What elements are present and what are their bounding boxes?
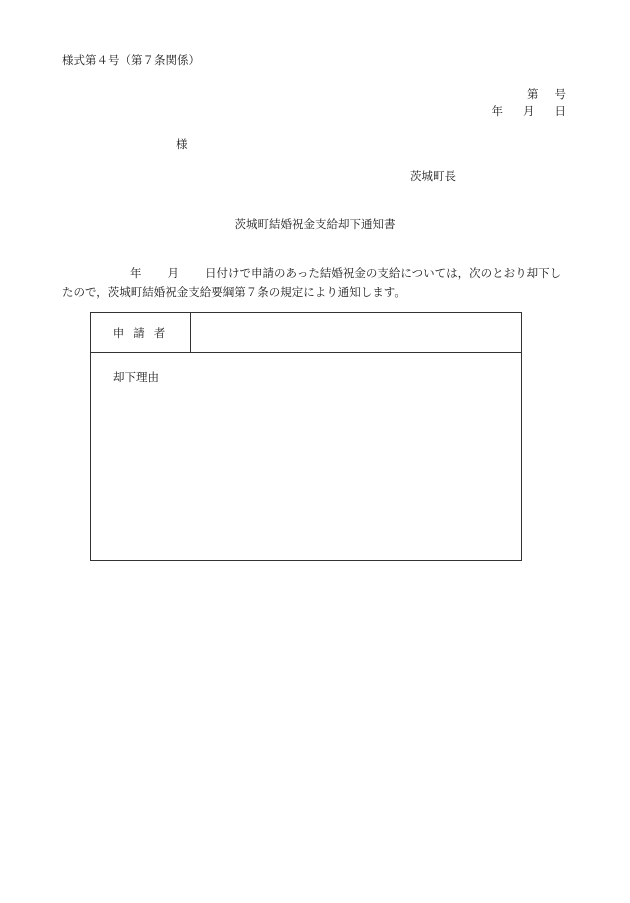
- notice-body: [62, 264, 572, 302]
- doc-no-suffix: 号: [554, 87, 566, 101]
- form-number: 様式第４号（第７条関係）: [62, 53, 200, 67]
- date-year: 年: [491, 104, 503, 118]
- date-month: 月: [523, 104, 535, 118]
- body-text: 日付けで申請のあった結婚祝金の支給については，次のとおり却下したので，茨城町結婚祝金支給要綱第７条の規定により通知します。: [62, 266, 562, 299]
- applicant-reason-table: [90, 312, 522, 561]
- addressee-honorific: 様: [176, 137, 188, 151]
- rejection-reason-label: 却下理由: [113, 370, 159, 384]
- doc-no-prefix: 第: [527, 87, 539, 101]
- applicant-label: 申請者: [91, 313, 191, 352]
- date-day: 日: [554, 104, 566, 118]
- document-number-line: [527, 86, 566, 102]
- issue-date-line: [492, 103, 567, 119]
- issuer-name: 茨城町長: [410, 169, 456, 183]
- body-month: 月: [167, 266, 179, 280]
- applicant-value: [191, 313, 521, 352]
- applicant-row: [91, 313, 521, 353]
- body-year: 年: [130, 266, 142, 280]
- document-title: 茨城町結婚祝金支給却下通知書: [234, 217, 396, 231]
